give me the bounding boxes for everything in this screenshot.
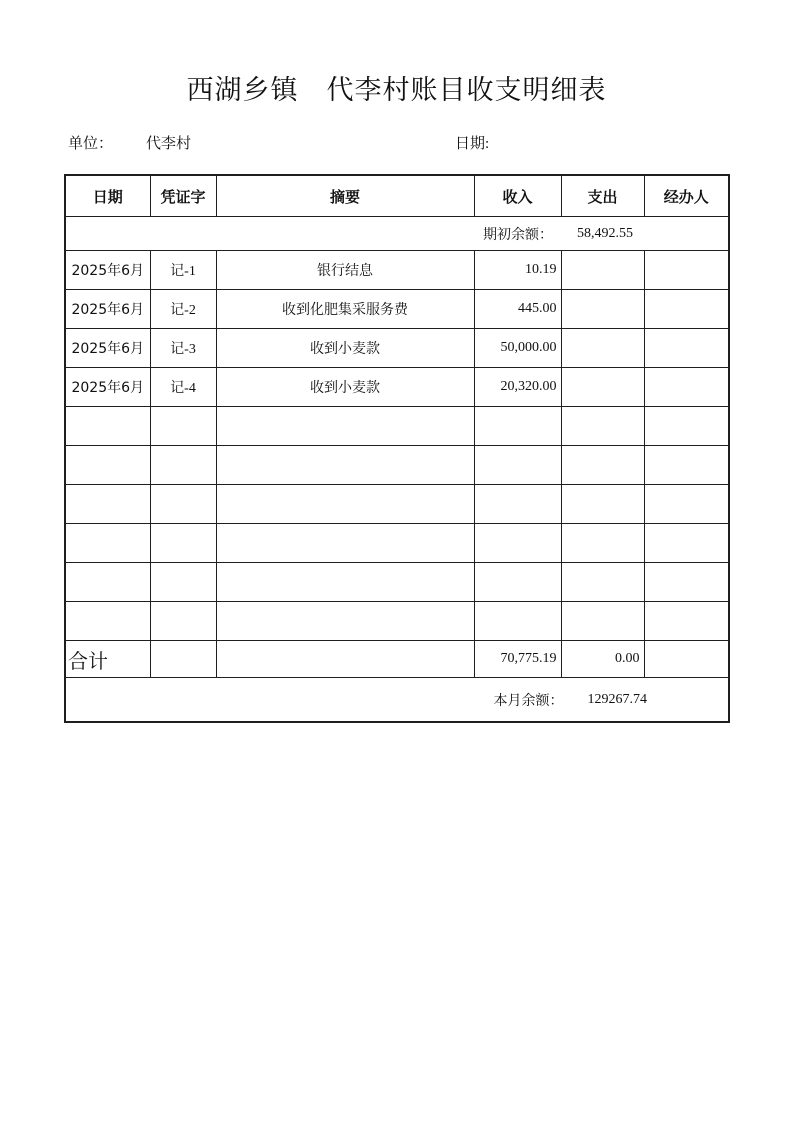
cell-handler bbox=[644, 407, 729, 446]
cell-summary bbox=[216, 485, 474, 524]
unit-field bbox=[68, 132, 191, 153]
header-handler: 经办人 bbox=[644, 175, 729, 217]
header-income: 收入 bbox=[474, 175, 561, 217]
cell-expense bbox=[561, 485, 644, 524]
total-expense: 0.00 bbox=[561, 641, 644, 678]
header-voucher: 凭证字 bbox=[150, 175, 216, 217]
cell-date bbox=[65, 446, 150, 485]
cell-income bbox=[474, 446, 561, 485]
cell-income: 50,000.00 bbox=[474, 329, 561, 368]
total-handler-empty bbox=[644, 641, 729, 678]
monthly-balance-row bbox=[65, 678, 729, 723]
cell-voucher: 记-3 bbox=[150, 329, 216, 368]
header-date: 日期 bbox=[65, 175, 150, 217]
total-voucher-empty bbox=[150, 641, 216, 678]
total-label: 合计 bbox=[65, 641, 150, 678]
ledger-row bbox=[65, 290, 729, 329]
cell-date: 2025年6月 bbox=[65, 290, 150, 329]
document-title: 西湖乡镇 代李村账目收支明细表 bbox=[186, 75, 607, 105]
opening-balance-value: 58,492.55 bbox=[577, 225, 633, 241]
cell-income bbox=[474, 524, 561, 563]
cell-voucher bbox=[150, 485, 216, 524]
date-label: 日期: bbox=[455, 136, 490, 152]
cell-expense bbox=[561, 524, 644, 563]
cell-expense bbox=[561, 290, 644, 329]
cell-summary: 收到化肥集采服务费 bbox=[216, 290, 474, 329]
cell-voucher bbox=[150, 602, 216, 641]
header-expense: 支出 bbox=[561, 175, 644, 217]
cell-handler bbox=[644, 329, 729, 368]
ledger-row-empty bbox=[65, 485, 729, 524]
unit-value: 代李村 bbox=[146, 136, 192, 152]
opening-balance-label: 期初余额： bbox=[483, 227, 553, 243]
cell-voucher: 记-4 bbox=[150, 368, 216, 407]
cell-income bbox=[474, 407, 561, 446]
cell-voucher bbox=[150, 524, 216, 563]
cell-handler bbox=[644, 251, 729, 290]
total-summary-empty bbox=[216, 641, 474, 678]
cell-summary bbox=[216, 524, 474, 563]
cell-handler bbox=[644, 602, 729, 641]
cell-summary: 收到小麦款 bbox=[216, 329, 474, 368]
cell-date bbox=[65, 563, 150, 602]
cell-date bbox=[65, 485, 150, 524]
cell-date bbox=[65, 407, 150, 446]
cell-summary: 收到小麦款 bbox=[216, 368, 474, 407]
cell-expense bbox=[561, 407, 644, 446]
cell-expense bbox=[561, 602, 644, 641]
monthly-balance-value: 129267.74 bbox=[587, 691, 647, 707]
cell-income bbox=[474, 602, 561, 641]
unit-label: 单位： bbox=[68, 136, 114, 152]
monthly-balance bbox=[66, 690, 728, 710]
cell-expense bbox=[561, 563, 644, 602]
cell-handler bbox=[644, 368, 729, 407]
opening-balance-row bbox=[65, 217, 729, 251]
cell-expense bbox=[561, 446, 644, 485]
cell-income bbox=[474, 485, 561, 524]
cell-summary bbox=[216, 407, 474, 446]
cell-expense bbox=[561, 251, 644, 290]
cell-expense bbox=[561, 368, 644, 407]
cell-summary bbox=[216, 563, 474, 602]
cell-handler bbox=[644, 485, 729, 524]
monthly-balance-label: 本月余额： bbox=[493, 693, 564, 709]
cell-date bbox=[65, 524, 150, 563]
cell-summary: 银行结息 bbox=[216, 251, 474, 290]
ledger-row bbox=[65, 329, 729, 368]
cell-voucher bbox=[150, 407, 216, 446]
cell-date: 2025年6月 bbox=[65, 329, 150, 368]
cell-handler bbox=[644, 524, 729, 563]
cell-handler bbox=[644, 446, 729, 485]
ledger-row-empty bbox=[65, 407, 729, 446]
cell-income: 445.00 bbox=[474, 290, 561, 329]
meta-row bbox=[0, 132, 793, 152]
total-income: 70,775.19 bbox=[474, 641, 561, 678]
cell-handler bbox=[644, 563, 729, 602]
cell-date: 2025年6月 bbox=[65, 251, 150, 290]
cell-handler bbox=[644, 290, 729, 329]
cell-voucher: 记-2 bbox=[150, 290, 216, 329]
cell-income: 10.19 bbox=[474, 251, 561, 290]
ledger-row-empty bbox=[65, 602, 729, 641]
ledger-row bbox=[65, 251, 729, 290]
cell-summary bbox=[216, 446, 474, 485]
header-summary: 摘要 bbox=[216, 175, 474, 217]
cell-summary bbox=[216, 602, 474, 641]
cell-income bbox=[474, 563, 561, 602]
cell-income: 20,320.00 bbox=[474, 368, 561, 407]
cell-voucher bbox=[150, 563, 216, 602]
ledger-row bbox=[65, 368, 729, 407]
ledger-table bbox=[64, 174, 730, 723]
ledger-row-empty bbox=[65, 524, 729, 563]
cell-expense bbox=[561, 329, 644, 368]
cell-date bbox=[65, 602, 150, 641]
cell-voucher: 记-1 bbox=[150, 251, 216, 290]
ledger-row-empty bbox=[65, 446, 729, 485]
ledger-row-empty bbox=[65, 563, 729, 602]
total-row bbox=[65, 641, 729, 678]
cell-date: 2025年6月 bbox=[65, 368, 150, 407]
header-row bbox=[65, 175, 729, 217]
opening-balance bbox=[66, 224, 728, 244]
cell-voucher bbox=[150, 446, 216, 485]
